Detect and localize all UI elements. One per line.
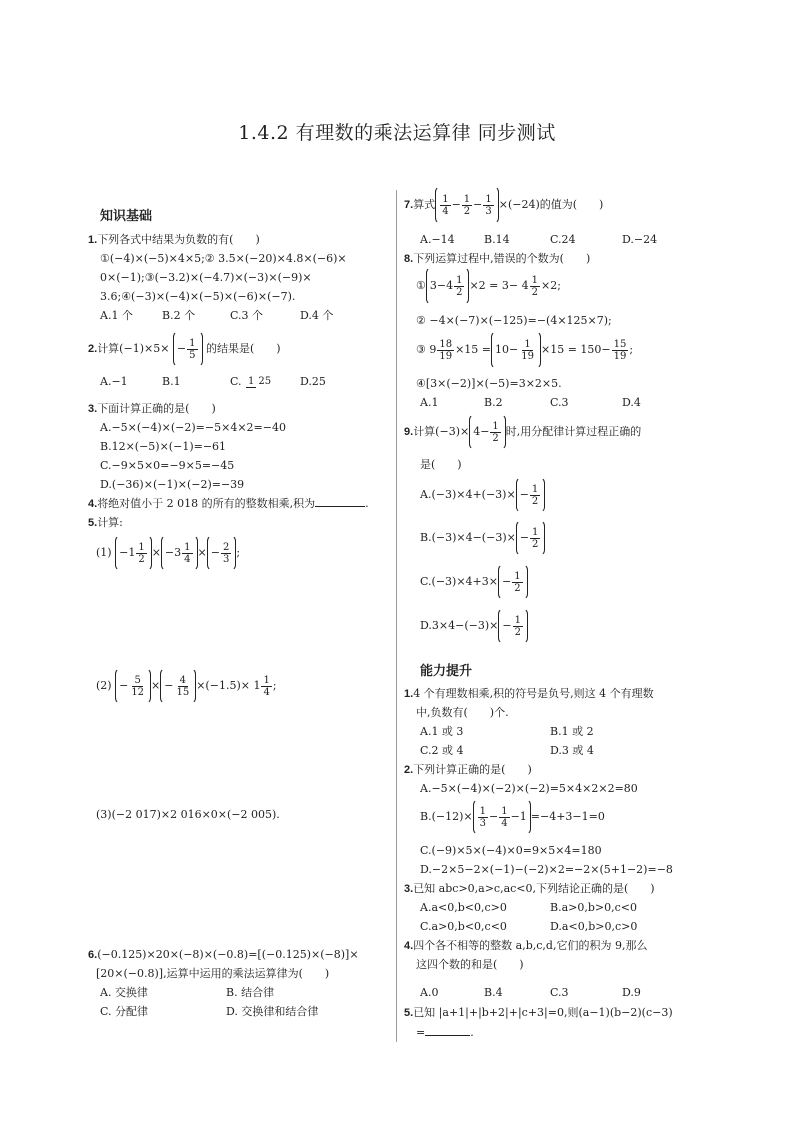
option-d[interactable]: D.(−36)×(−1)×(−2)=−39 [100, 478, 245, 491]
denominator: 3 [222, 553, 230, 565]
denominator: 2 [531, 286, 538, 298]
numerator: 1 [501, 805, 508, 817]
question-6-options-row-1 [100, 985, 274, 1001]
question-number: 4. [404, 940, 414, 952]
question-number: 1. [404, 688, 414, 700]
fraction [261, 675, 271, 698]
option-c[interactable]: C.3 [550, 986, 569, 999]
item-marker: ① [416, 279, 426, 292]
fraction [136, 542, 146, 565]
question-1-options [100, 308, 333, 324]
answer-blank[interactable] [315, 496, 365, 507]
option-b[interactable] [420, 520, 545, 556]
section-heading-basics: 知识基础 [100, 209, 153, 224]
question-8-stem [404, 251, 590, 267]
option-b[interactable]: B.1 [162, 375, 181, 388]
advanced-question-2-stem [404, 762, 532, 778]
option-d[interactable]: D.a<0,b>0,c>0 [550, 920, 638, 933]
fraction [437, 339, 454, 362]
fraction [478, 806, 488, 829]
question-text: 下列计算正确的是( ) [413, 763, 532, 776]
option-d[interactable]: D.−24 [622, 233, 658, 246]
question-6-line-1 [88, 947, 359, 963]
numerator: 1 [442, 193, 449, 205]
expression-middle: ×2 = 3− 4 [469, 279, 529, 292]
question-2-options [100, 368, 326, 396]
denominator: 2 [532, 538, 539, 550]
question-text-end: 的结果是( ) [206, 342, 281, 355]
denominator: 19 [439, 350, 453, 362]
fraction-paren: − $\frac{1}{2}$ [498, 564, 528, 600]
option-a[interactable]: A.1 或 3 [420, 725, 464, 738]
question-number: 5. [88, 517, 98, 529]
question-text-end: 时,用分配律计算过程正确的 [505, 425, 642, 438]
option-b[interactable]: B. 结合律 [226, 986, 275, 999]
fraction [530, 527, 540, 550]
question-text: 下列运算过程中,错误的个数为( ) [413, 252, 591, 265]
denominator: 15 [176, 686, 190, 698]
option-c[interactable]: C.3 个 [230, 309, 264, 322]
question-5-part-1: (1) − 1 $\frac{1}{2}$ × − 3 $\frac{1}{4}$ × − $\frac{2}{3}$ ; [96, 535, 240, 571]
question-number: 6. [88, 949, 98, 961]
fraction [483, 194, 493, 217]
question-6-line-2: [20×(−0.8)],运算中运用的乘法运算律为( ) [96, 967, 330, 980]
option-b[interactable]: B.12×(−5)×(−1)=−61 [100, 440, 227, 453]
option-b[interactable]: B.14 [484, 233, 510, 246]
question-6-options-row-2 [100, 1004, 318, 1020]
advanced-question-5-line-2 [416, 1025, 474, 1041]
question-text: 下面计算正确的是( ) [97, 402, 216, 415]
fraction [221, 542, 231, 565]
advanced-question-3-options-row-2 [420, 919, 637, 935]
question-number: 4. [88, 498, 98, 510]
fraction-paren: − $\frac{2}{3}$ [207, 535, 237, 571]
denominator: 19 [613, 350, 627, 362]
denominator: 25 [258, 376, 272, 387]
option-a[interactable]: A.1 [420, 396, 439, 409]
option-b-text: B.(−12)× [420, 810, 473, 823]
fraction [612, 339, 629, 362]
option-b[interactable] [420, 799, 605, 835]
question-text: 计算(−3)× [413, 425, 470, 438]
advanced-question-5-line-1 [404, 1005, 673, 1021]
denominator: 3 [479, 817, 486, 829]
numerator: 1 [248, 376, 255, 387]
advanced-question-1-options-row-2 [420, 743, 594, 759]
option-b[interactable]: B.1 或 2 [550, 725, 594, 738]
option-b[interactable]: B.a>0,b>0,c<0 [550, 901, 637, 914]
numerator: 1 [514, 614, 521, 626]
fraction [187, 338, 197, 361]
option-b[interactable]: B.2 个 [162, 309, 196, 322]
question-5-part-3: (3)(−2 017)×2 016×0×(−2 005). [96, 808, 280, 821]
question-1-line-2: ①(−4)×(−5)×4×5;② 3.5×(−20)×4.8×(−6)× [100, 252, 347, 265]
question-number: 2. [404, 764, 414, 776]
mixed-number-paren: − 3 $\frac{1}{4}$ [161, 535, 198, 571]
period: . [470, 1026, 474, 1039]
question-5-stem [88, 515, 123, 531]
integer-part: 1 [128, 546, 136, 559]
numerator: 15 [613, 338, 627, 350]
question-number: 9. [404, 426, 414, 438]
expression-part: 3−4 [429, 279, 454, 292]
denominator: 4 [442, 205, 449, 217]
numerator: 4 [179, 674, 187, 686]
option-a[interactable]: A.−14 [420, 233, 455, 246]
advanced-question-3-options-row-1 [420, 900, 637, 916]
part-label: (1) [96, 546, 112, 559]
question-text: 算式 [413, 198, 436, 211]
advanced-question-1-options-row-1 [420, 724, 594, 740]
advanced-question-4-line-1 [404, 938, 647, 954]
option-a[interactable]: A. 交换律 [100, 986, 148, 999]
integer-part: 3 [174, 546, 182, 559]
section-heading-advanced: 能力提升 [420, 664, 473, 679]
option-a[interactable]: A.−5×(−4)×(−2)×(−2)=5×4×2×2=80 [420, 782, 638, 795]
fraction [454, 275, 464, 298]
expression-end: ×2; [540, 279, 561, 292]
parenthesized-fraction [173, 331, 203, 367]
question-number: 3. [88, 403, 98, 415]
numerator: 1 [184, 541, 191, 553]
question-8-options [420, 395, 641, 411]
semicolon: ; [236, 546, 241, 559]
question-9-stem [404, 414, 641, 450]
fraction-expression-paren: $\frac{1}{4}$ − $\frac{1}{2}$ − $\frac{1}{3}$ [435, 186, 499, 224]
option-c[interactable]: C.−9×5×0=−9×5=−45 [100, 459, 235, 472]
answer-blank[interactable] [425, 1025, 470, 1036]
question-text: 已知 |a+1|+|b+2|+|c+3|=0,则(a−1)(b−2)(c−3) [413, 1006, 673, 1019]
expression-part: 10− [495, 343, 519, 356]
option-c[interactable] [420, 564, 528, 600]
option-a[interactable]: A.a<0,b<0,c>0 [420, 901, 507, 914]
question-number: 2. [88, 343, 98, 355]
question-8-item-3 [416, 331, 633, 369]
fraction [246, 376, 273, 388]
expression-part: −1 [510, 810, 527, 823]
option-d[interactable]: D.9 [622, 986, 641, 999]
question-text: 下列各式中结果为负数的有( ) [97, 233, 260, 246]
option-d[interactable]: D. 交换律和结合律 [226, 1005, 319, 1018]
option-c[interactable]: C.a>0,b<0,c<0 [420, 920, 507, 933]
option-c[interactable] [230, 368, 300, 396]
question-text: 计算(−1)×5× [97, 342, 170, 355]
advanced-question-3-stem [404, 881, 655, 897]
question-text: 四个各不相等的整数 a,b,c,d,它们的积为 9,那么 [413, 939, 648, 952]
question-number: 5. [404, 1007, 414, 1019]
fraction [519, 339, 536, 362]
fraction [499, 806, 509, 829]
numerator: 1 [456, 274, 463, 286]
minus-sign: − [176, 342, 187, 355]
fraction [490, 421, 500, 444]
advanced-question-4-options [420, 985, 641, 1001]
denominator: 12 [131, 686, 145, 698]
denominator: 2 [456, 286, 463, 298]
expression-paren [426, 267, 470, 305]
question-text: (−0.125)×20×(−8)×(−0.8)=[(−0.125)×(−8)]× [97, 948, 359, 961]
fraction-paren: − $\frac{4}{15}$ [160, 668, 196, 704]
numerator: 1 [492, 420, 499, 432]
denominator: 3 [485, 205, 492, 217]
option-b-text: B.(−3)×4−(−3)× [420, 531, 516, 544]
option-b[interactable]: B.2 [484, 396, 503, 409]
expression-middle: ×15 = 150− [540, 343, 611, 356]
option-a-text: A.(−3)×4+(−3)× [420, 488, 516, 501]
numerator: 1 [463, 193, 471, 205]
question-number: 7. [404, 199, 414, 211]
option-c[interactable]: C.24 [550, 233, 576, 246]
question-text: 已知 abc>0,a>c,ac<0,下列结论正确的是( ) [413, 882, 655, 895]
option-d[interactable]: D.25 [300, 375, 326, 388]
column-divider [396, 190, 397, 1042]
option-c[interactable]: C.(−9)×5×(−4)×0=9×5×4=180 [420, 844, 602, 857]
semicolon: ; [272, 679, 277, 692]
option-a[interactable]: A.−1 [100, 375, 128, 388]
fraction [530, 484, 540, 507]
fraction [129, 675, 146, 698]
option-a[interactable] [420, 477, 545, 513]
mixed-number-paren: − 1 $\frac{1}{2}$ [115, 535, 152, 571]
denominator: 4 [501, 817, 508, 829]
option-c[interactable]: C.3 [550, 396, 569, 409]
question-1-stem [88, 232, 260, 248]
denominator: 4 [184, 553, 191, 565]
question-text: 4 个有理数相乘,积的符号是负号,则这 4 个有理数 [413, 687, 654, 700]
option-d[interactable]: D.4 个 [300, 309, 334, 322]
denominator: 2 [492, 432, 499, 444]
fraction-paren: − $\frac{1}{2}$ [516, 520, 546, 556]
numerator: 1 [189, 337, 196, 349]
fraction-paren: − $\frac{1}{2}$ [498, 608, 528, 644]
expression-paren: $\frac{1}{3}$ − $\frac{1}{4}$ −1 [473, 799, 531, 835]
expression-middle: ×15 = [455, 343, 492, 356]
question-8-item-4: ④[3×(−2)]×(−5)=3×2×5. [416, 377, 562, 390]
numerator: 1 [263, 674, 270, 686]
question-text-end: ×(−24)的值为( ) [498, 198, 604, 211]
expression-middle: ×(−1.5)× 1 [196, 679, 261, 692]
expression-part: 4− [473, 425, 490, 438]
fraction [440, 194, 450, 217]
numerator: 1 [532, 526, 539, 538]
expression-paren [491, 331, 541, 369]
option-c-text: C.(−3)×4+3× [420, 575, 498, 588]
question-text: 将绝对值小于 2 018 的所有的整数相乘,积为 [97, 497, 316, 510]
numerator: 18 [439, 338, 453, 350]
equals-sign: = [416, 1026, 426, 1039]
denominator: 2 [514, 582, 521, 594]
question-number: 3. [404, 883, 414, 895]
numerator: 1 [524, 338, 531, 350]
question-text: 计算: [97, 516, 123, 529]
option-d[interactable] [420, 608, 528, 644]
question-4 [88, 496, 369, 512]
option-d-text: D.3×4−(−3)× [420, 619, 499, 632]
denominator: 4 [263, 686, 270, 698]
option-b[interactable]: B.4 [484, 986, 503, 999]
question-7-stem [404, 186, 603, 224]
question-1-line-4: 3.6;④(−3)×(−4)×(−5)×(−6)×(−7). [100, 290, 296, 303]
question-8-item-1 [416, 267, 561, 305]
fraction [462, 194, 472, 217]
option-a[interactable]: A.0 [420, 986, 439, 999]
numerator: 1 [531, 274, 538, 286]
option-c[interactable]: C.2 或 4 [420, 744, 464, 757]
numerator: 1 [514, 570, 521, 582]
period: . [365, 497, 369, 510]
question-1-line-3: 0×(−1);③(−3.2)×(−4.7)×(−3)×(−9)× [100, 271, 312, 284]
option-d[interactable]: D.−2×5−2×(−1)−(−2)×2=−2×(5+1−2)=−8 [420, 863, 673, 876]
question-number: 1. [88, 234, 98, 246]
option-a[interactable]: A.1 个 [100, 309, 133, 322]
numerator: 1 [138, 541, 145, 553]
question-2-stem [88, 331, 281, 367]
option-b-result: =−4+3−1=0 [530, 810, 605, 823]
option-d[interactable]: D.4 [622, 396, 641, 409]
numerator: 1 [485, 193, 492, 205]
part-label: (2) [96, 679, 112, 692]
option-d[interactable]: D.3 或 4 [550, 744, 594, 757]
question-9-line-2: 是( ) [420, 458, 462, 471]
option-c-label: C. [230, 375, 242, 388]
advanced-question-1-line-1 [404, 686, 654, 702]
fraction [174, 675, 191, 698]
numerator: 1 [479, 805, 486, 817]
page-title: 1.4.2 有理数的乘法运算律 同步测试 [238, 122, 556, 144]
denominator: 19 [521, 350, 534, 362]
question-5-part-2: (2) − $\frac{5}{12}$ × − $\frac{4}{15}$ ×(−1.5)× 1 $\frac{1}{4}$ ; [96, 668, 277, 704]
option-a[interactable]: A.−5×(−4)×(−2)=−5×4×2=−40 [100, 421, 286, 434]
option-c[interactable]: C. 分配律 [100, 1005, 149, 1018]
fraction-paren: − $\frac{1}{2}$ [516, 477, 546, 513]
question-3-stem [88, 401, 216, 417]
advanced-question-1-line-2: 中,负数有( )个. [416, 706, 509, 719]
item-marker: ③ 9 [416, 343, 437, 356]
fraction-paren: − $\frac{5}{12}$ [115, 668, 151, 704]
denominator: 2 [531, 495, 539, 507]
fraction [182, 542, 192, 565]
semicolon: ; [629, 343, 634, 356]
advanced-question-4-line-2: 这四个数的和是( ) [416, 958, 524, 971]
denominator: 2 [463, 205, 471, 217]
question-7-options [420, 232, 657, 248]
numerator: 1 [531, 483, 539, 495]
denominator: 5 [189, 349, 196, 361]
expression-paren [469, 414, 506, 450]
fraction [530, 275, 540, 298]
denominator: 2 [138, 553, 145, 565]
fraction [512, 571, 522, 594]
question-number: 8. [404, 253, 414, 265]
question-8-item-2: ② −4×(−7)×(−125)=−(4×125×7); [416, 314, 612, 327]
numerator: 5 [134, 674, 141, 686]
denominator: 2 [514, 626, 521, 638]
fraction [513, 615, 523, 638]
numerator: 2 [222, 541, 230, 553]
